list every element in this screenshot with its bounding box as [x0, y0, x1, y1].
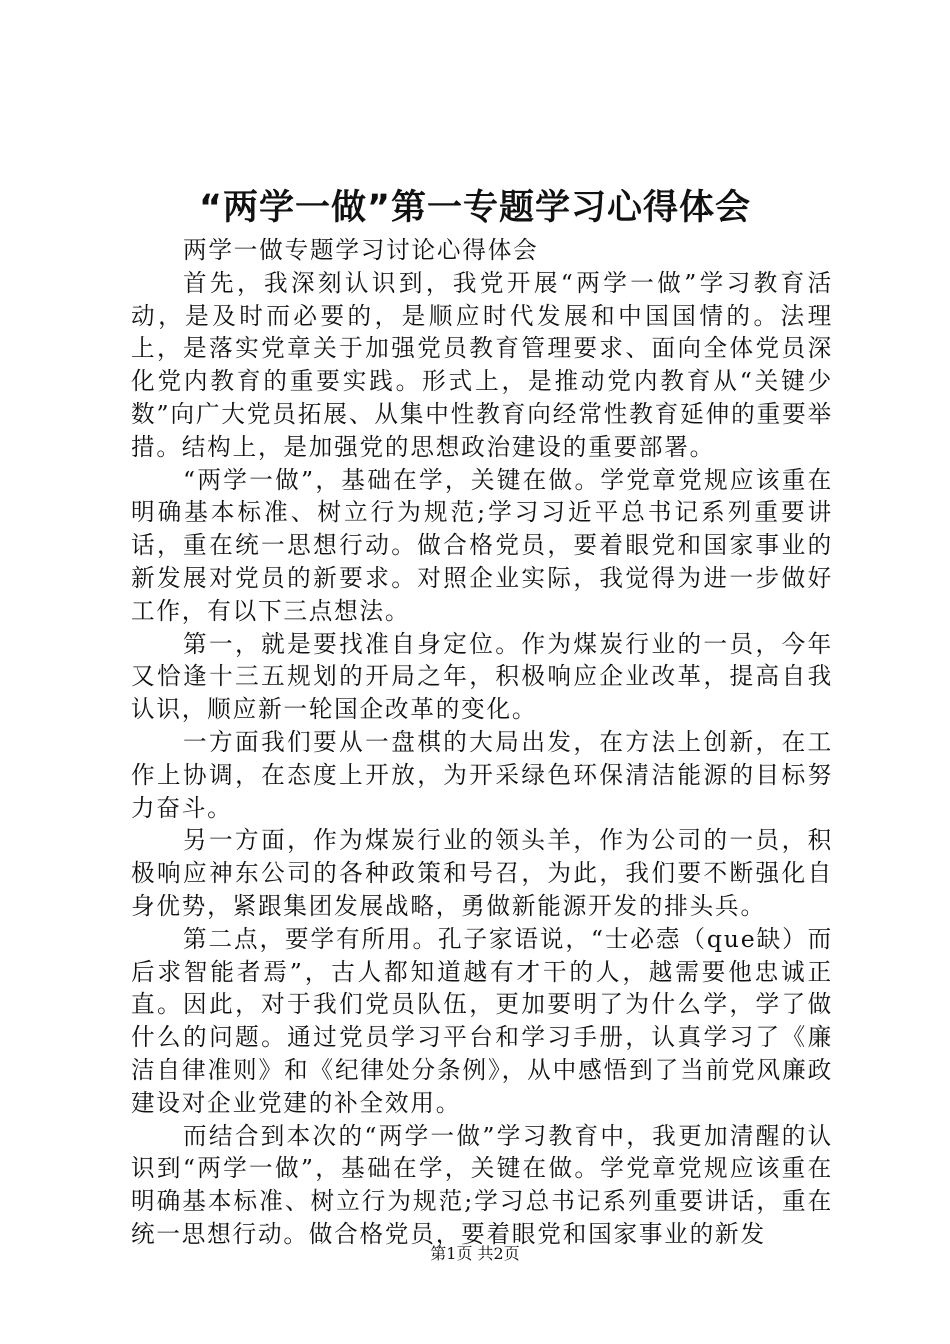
paragraph: 第一，就是要找准自身定位。作为煤炭行业的一员，今年又恰逢十三五规划的开局之年，积极响应企业改革，提高自我认识，顺应新一轮国企改革的变化。	[131, 629, 833, 724]
document-body	[131, 234, 833, 1251]
paragraph: 另一方面，作为煤炭行业的领头羊，作为公司的一员，积极响应神东公司的各种政策和号召，为此，我们要不断强化自身优势，紧跟集团发展战略，勇做新能源开发的排头兵。	[131, 826, 833, 920]
paragraph: 两学一做专题学习讨论心得体会	[183, 236, 539, 264]
document-title: “两学一做”第一专题学习心得体会	[198, 188, 751, 228]
paragraph: 首先，我深刻认识到，我党开展“两学一做”学习教育活动，是及时而必要的，是顺应时代发展和中国国情的。法理上，是落实党章关于加强党员教育管理要求、面向全体党员深化党内教育的重要实践。形式上，是推动党内教育从“关键少数”向广大党员拓展、从集中性教育向经常性教育延伸的重要举措。结构上，是加强党的思想政治建设的重要部署。	[131, 268, 833, 461]
paragraph: 第二点，要学有所用。孔子家语说，“士必悫（que缺）而后求智能者焉”，古人都知道越有才干的人，越需要他忠诚正直。因此，对于我们党员队伍，更加要明了为什么学，学了做什么的问题。通过党员学习平台和学习手册，认真学习了《廉洁自律准则》和《纪律处分条例》，从中感悟到了当前党风廉政建设对企业党建的补全效用。	[131, 924, 833, 1117]
page-footer: 第1页 共2页	[430, 1244, 520, 1263]
paragraph: “两学一做”，基础在学，关键在做。学党章党规应该重在明确基本标准、树立行为规范;学习习近平总书记系列重要讲话，重在统一思想行动。做合格党员，要着眼党和国家事业的新发展对党员的新要求。对照企业实际，我觉得为进一步做好工作，有以下三点想法。	[131, 465, 833, 625]
paragraph: 一方面我们要从一盘棋的大局出发，在方法上创新，在工作上协调，在态度上开放，为开采绿色环保清洁能源的目标努力奋斗。	[131, 727, 833, 822]
paragraph: 而结合到本次的“两学一做”学习教育中，我更加清醒的认识到“两学一做”，基础在学，关键在做。学党章党规应该重在明确基本标准、树立行为规范;学习总书记系列重要讲话，重在统一思想行动。做合格党员，要着眼党和国家事业的新发	[131, 1121, 833, 1248]
